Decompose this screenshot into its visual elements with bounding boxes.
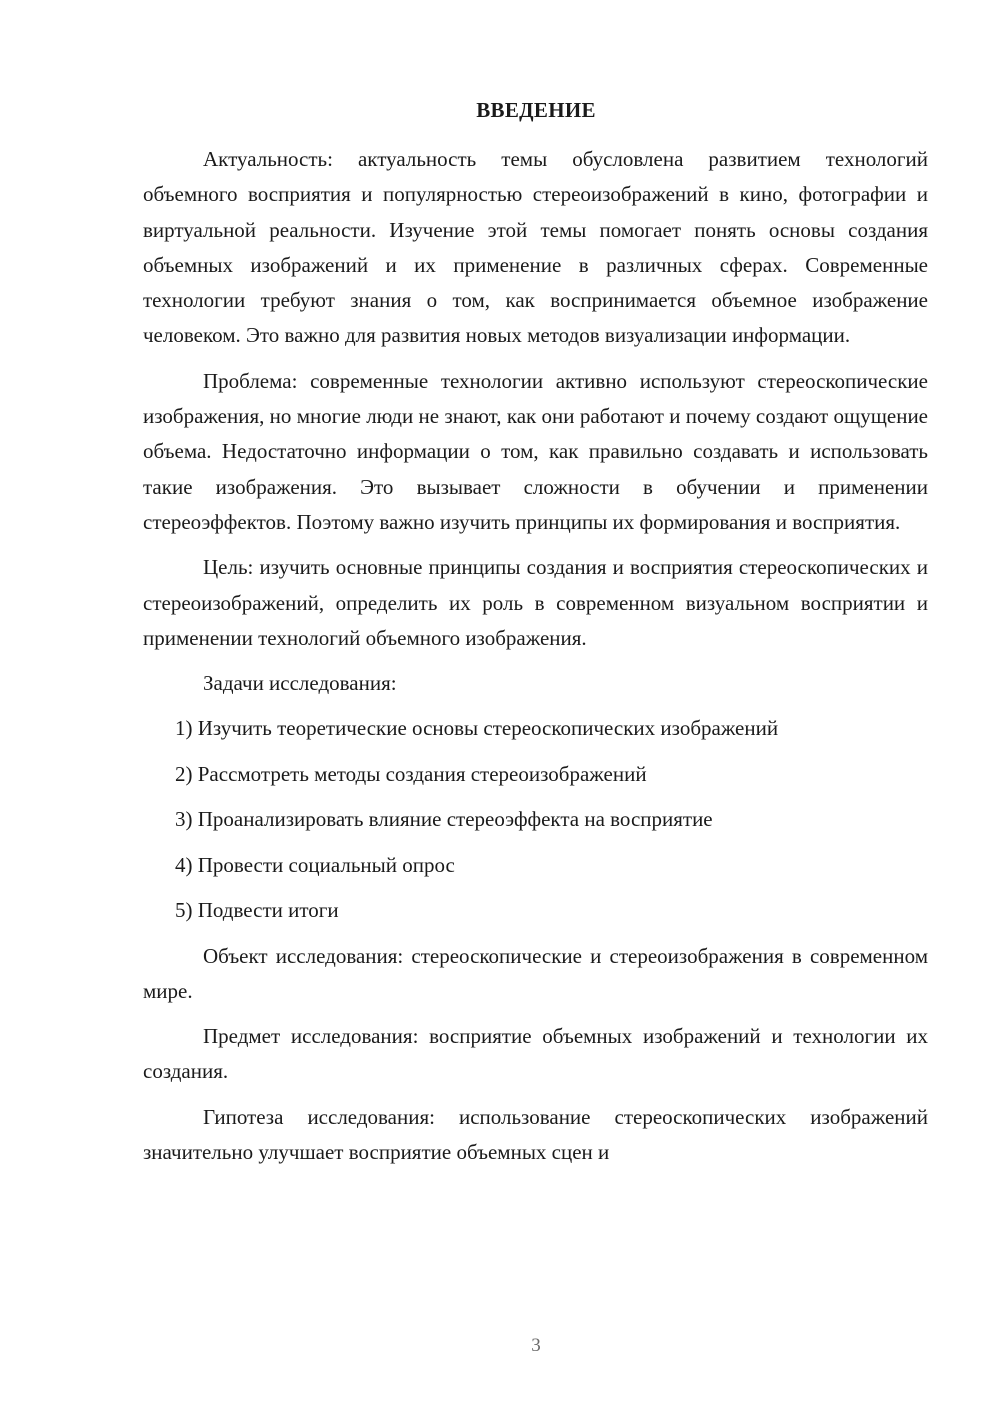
problem-paragraph: Проблема: современные технологии активно используют стереоскопические изображения, но многие люди не знают, как они работают и почему создают ощущение объема. Недостаточно информации о том, как правильно создавать и использовать такие изображения. Это вызывает сложности в обучении и применении стереоэффектов. Поэтому важно изучить принципы их формирования и восприятия. bbox=[143, 368, 928, 534]
page-title: ВВЕДЕНИЕ bbox=[476, 98, 596, 122]
hypothesis-paragraph: Гипотеза исследования: использование стереоскопических изображений значительно улучшает восприятие объемных сцен и bbox=[143, 1104, 928, 1164]
document-body bbox=[143, 142, 928, 1180]
task-item-5: 5) Подвести итоги bbox=[175, 898, 339, 923]
subject-paragraph: Предмет исследования: восприятие объемных изображений и технологии их создания. bbox=[143, 1024, 928, 1084]
task-item-1: 1) Изучить теоретические основы стереоскопических изображений bbox=[175, 716, 779, 741]
tasks-heading: Задачи исследования: bbox=[203, 671, 397, 696]
task-item-2: 2) Рассмотреть методы создания стереоизображений bbox=[175, 761, 647, 786]
goal-paragraph: Цель: изучить основные принципы создания и восприятия стереоскопических и стереоизображений, определить их роль в современном визуальном восприятии и применении технологий объемного изображения. bbox=[143, 555, 928, 650]
tasks-list bbox=[143, 711, 928, 928]
relevance-paragraph: Актуальность: актуальность темы обусловлена развитием технологий объемного восприятия и популярностью стереоизображений в кино, фотографии и виртуальной реальности. Изучение этой темы помогает понять основы создания объемных изображений и их применение в различных сферах. Современные технологии требуют знания о том, как воспринимается объемное изображение человеком. Это важно для развития новых методов визуализации информации. bbox=[143, 147, 928, 348]
task-item-4: 4) Провести социальный опрос bbox=[175, 852, 455, 877]
task-item-3: 3) Проанализировать влияние стереоэффекта на восприятие bbox=[175, 807, 713, 832]
page-number: 3 bbox=[531, 1335, 541, 1356]
object-paragraph: Объект исследования: стереоскопические и стереоизображения в современном мире. bbox=[143, 943, 928, 1003]
